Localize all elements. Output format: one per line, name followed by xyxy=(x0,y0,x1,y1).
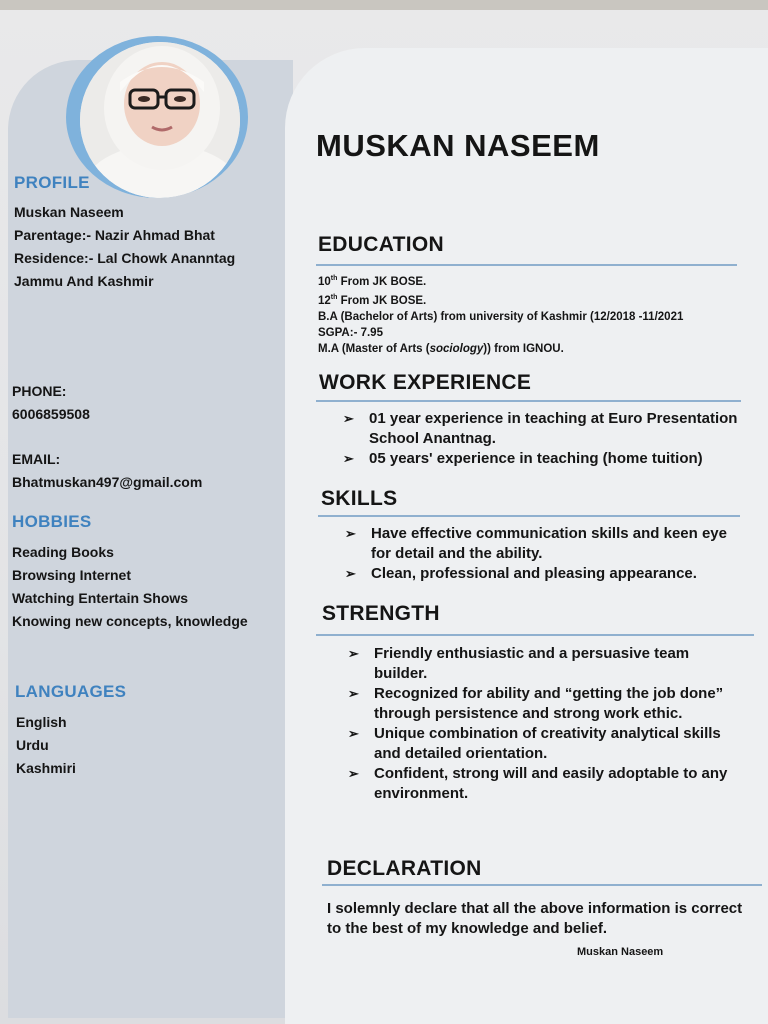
list-item: SGPA:- 7.95 xyxy=(318,326,383,339)
list-item: ➢ 01 year experience in teaching at Euro Presentation School Anantnag. xyxy=(343,410,738,447)
page-title: MUSKAN NASEEM xyxy=(316,128,600,163)
list-item: B.A (Bachelor of Arts) from university of Kashmir (12/2018 -11/2021 xyxy=(318,310,684,323)
profile-residence: Residence:- Lal Chowk Ananntag xyxy=(14,250,236,266)
work-divider xyxy=(316,400,741,402)
arrow-bullet-icon: ➢ xyxy=(345,526,356,541)
strength-divider xyxy=(316,634,754,636)
arrow-bullet-icon: ➢ xyxy=(345,566,356,581)
profile-name: Muskan Naseem xyxy=(14,204,124,220)
signature-name: Muskan Naseem xyxy=(577,946,664,958)
list-item: ➢ Have effective communication skills and keen eye for detail and the ability. xyxy=(345,525,727,562)
email-block xyxy=(12,448,202,494)
profile-photo-inner xyxy=(80,42,240,198)
work-title: WORK EXPERIENCE xyxy=(319,371,532,394)
list-item: English xyxy=(16,714,67,730)
declaration-text: I solemnly declare that all the above information is correct to the best of my knowledge and belief. xyxy=(327,900,743,937)
hobbies-heading: HOBBIES xyxy=(12,512,92,531)
education-list xyxy=(318,271,683,357)
list-item: ➢ Clean, professional and pleasing appearance. xyxy=(345,565,697,582)
email-value: Bhatmuskan497@gmail.com xyxy=(12,474,203,490)
skills-list xyxy=(345,524,750,584)
hobbies-list xyxy=(12,541,248,633)
profile-parentage: Parentage:- Nazir Ahmad Bhat xyxy=(14,227,215,243)
list-item: ➢ Confident, strong will and easily adoptable to any environment. xyxy=(348,765,728,802)
list-item: M.A (Master of Arts (sociology)) from IGNOU. xyxy=(318,342,564,355)
declaration-title: DECLARATION xyxy=(327,857,482,880)
arrow-bullet-icon: ➢ xyxy=(348,726,359,741)
list-item: ➢ Recognized for ability and “getting the job done” through persistence and strong work ethic. xyxy=(348,685,724,722)
skills-divider xyxy=(318,515,740,517)
work-list xyxy=(343,409,753,469)
profile-details xyxy=(14,201,235,293)
arrow-bullet-icon: ➢ xyxy=(348,686,359,701)
profile-region: Jammu And Kashmir xyxy=(14,273,154,289)
phone-label: PHONE: xyxy=(12,383,67,399)
list-item: Browsing Internet xyxy=(12,567,132,583)
list-item: ➢ Unique combination of creativity analytical skills and detailed orientation. xyxy=(348,725,721,762)
list-item: Kashmiri xyxy=(16,760,76,776)
phone-block xyxy=(12,380,90,426)
strength-title: STRENGTH xyxy=(322,602,440,625)
list-item: 10th From JK BOSE. xyxy=(318,275,427,288)
list-item: ➢ 05 years' experience in teaching (home tuition) xyxy=(343,450,703,467)
list-item: Reading Books xyxy=(12,544,114,560)
arrow-bullet-icon: ➢ xyxy=(343,451,354,466)
profile-heading: PROFILE xyxy=(14,173,90,192)
list-item: 12th From JK BOSE. xyxy=(318,293,427,307)
page-top-edge xyxy=(0,0,768,10)
skills-title: SKILLS xyxy=(321,487,398,510)
arrow-bullet-icon: ➢ xyxy=(348,766,359,781)
education-title: EDUCATION xyxy=(318,233,444,256)
languages-heading: LANGUAGES xyxy=(15,682,127,701)
education-divider xyxy=(316,264,737,266)
languages-list xyxy=(16,711,76,780)
list-item: Urdu xyxy=(16,737,49,753)
profile-photo xyxy=(66,36,248,198)
person-portrait-icon xyxy=(80,42,240,198)
strength-list xyxy=(348,644,743,804)
declaration-divider xyxy=(322,884,762,886)
arrow-bullet-icon: ➢ xyxy=(348,646,359,661)
list-item: ➢ Friendly enthusiastic and a persuasive team builder. xyxy=(348,645,690,682)
list-item: Knowing new concepts, knowledge xyxy=(12,613,248,629)
arrow-bullet-icon: ➢ xyxy=(343,411,354,426)
phone-value: 6006859508 xyxy=(12,406,90,422)
list-item: Watching Entertain Shows xyxy=(12,590,189,606)
email-label: EMAIL: xyxy=(12,451,61,467)
